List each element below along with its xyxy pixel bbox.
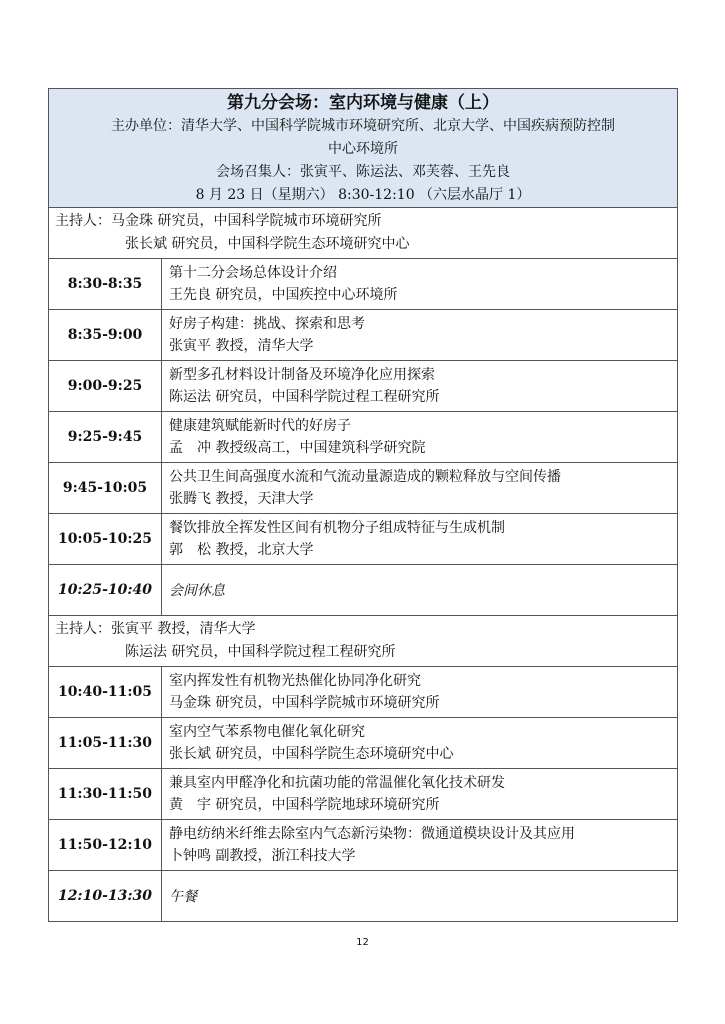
talk-title: 餐饮排放全挥发性区间有机物分子组成特征与生成机制 bbox=[169, 520, 505, 536]
talk-time: 10:05-10:25 bbox=[49, 514, 162, 565]
break-row bbox=[49, 565, 678, 616]
talk-info bbox=[162, 718, 678, 769]
talk-info bbox=[162, 412, 678, 463]
talk-title: 新型多孔材料设计制备及环境净化应用探索 bbox=[169, 367, 435, 383]
talk-time: 9:00-9:25 bbox=[49, 361, 162, 412]
page-number: 12 bbox=[356, 937, 369, 948]
host-line-1: 主持人：马金珠 研究员，中国科学院城市环境研究所 bbox=[55, 213, 382, 229]
talk-speaker: 张寅平 教授，清华大学 bbox=[169, 338, 314, 354]
session-header bbox=[49, 89, 678, 208]
break-time: 12:10-13:30 bbox=[49, 871, 162, 922]
talk-info bbox=[162, 820, 678, 871]
talk-info bbox=[162, 667, 678, 718]
talk-time: 10:40-11:05 bbox=[49, 667, 162, 718]
session1-hosts bbox=[49, 208, 678, 259]
host-line-2: 陈运法 研究员，中国科学院过程工程研究所 bbox=[125, 644, 396, 660]
talk-row bbox=[49, 769, 678, 820]
break-time: 10:25-10:40 bbox=[49, 565, 162, 616]
talk-info bbox=[162, 769, 678, 820]
talk-time: 11:30-11:50 bbox=[49, 769, 162, 820]
organizers-line-1: 主办单位：清华大学、中国科学院城市环境研究所、北京大学、中国疾病预防控制 bbox=[111, 118, 615, 134]
talk-row bbox=[49, 667, 678, 718]
talk-speaker: 黄 宇 研究员，中国科学院地球环境研究所 bbox=[169, 797, 440, 813]
session2-hosts bbox=[49, 616, 678, 667]
talk-row bbox=[49, 718, 678, 769]
talk-row bbox=[49, 514, 678, 565]
talk-title: 公共卫生间高强度水流和气流动量源造成的颗粒释放与空间传播 bbox=[169, 469, 561, 485]
talk-info bbox=[162, 310, 678, 361]
talk-info bbox=[162, 361, 678, 412]
talk-title: 健康建筑赋能新时代的好房子 bbox=[169, 418, 351, 434]
talk-speaker: 孟 冲 教授级高工，中国建筑科学研究院 bbox=[169, 440, 426, 456]
talk-title: 第十二分会场总体设计介绍 bbox=[169, 265, 337, 281]
talk-speaker: 马金珠 研究员，中国科学院城市环境研究所 bbox=[169, 695, 440, 711]
talk-speaker: 郭 松 教授，北京大学 bbox=[169, 542, 314, 558]
talk-row bbox=[49, 361, 678, 412]
talk-speaker: 王先良 研究员，中国疾控中心环境所 bbox=[169, 287, 398, 303]
session-title: 第九分会场：室内环境与健康（上） bbox=[227, 93, 499, 113]
talk-time: 9:25-9:45 bbox=[49, 412, 162, 463]
talk-speaker: 张长斌 研究员，中国科学院生态环境研究中心 bbox=[169, 746, 454, 762]
talk-time: 11:50-12:10 bbox=[49, 820, 162, 871]
schedule-table bbox=[48, 88, 678, 922]
talk-row bbox=[49, 412, 678, 463]
talk-info bbox=[162, 463, 678, 514]
break-row bbox=[49, 871, 678, 922]
talk-time: 8:30-8:35 bbox=[49, 259, 162, 310]
talk-time: 11:05-11:30 bbox=[49, 718, 162, 769]
talk-title: 好房子构建：挑战、探索和思考 bbox=[169, 316, 365, 332]
host-line-1: 主持人：张寅平 教授，清华大学 bbox=[55, 621, 256, 637]
talk-title: 室内空气苯系物电催化氧化研究 bbox=[169, 724, 365, 740]
talk-info bbox=[162, 259, 678, 310]
talk-info bbox=[162, 514, 678, 565]
talk-time: 8:35-9:00 bbox=[49, 310, 162, 361]
session-datetime: 8 月 23 日（星期六） 8:30-12:10 （六层水晶厅 1） bbox=[195, 187, 531, 203]
host-line-2: 张长斌 研究员，中国科学院生态环境研究中心 bbox=[125, 236, 410, 252]
talk-title: 兼具室内甲醛净化和抗菌功能的常温催化氧化技术研发 bbox=[169, 775, 505, 791]
organizers-line-2: 中心环境所 bbox=[328, 141, 398, 157]
talk-title: 室内挥发性有机物光热催化协同净化研究 bbox=[169, 673, 421, 689]
break-label: 会间休息 bbox=[162, 565, 678, 616]
talk-row bbox=[49, 463, 678, 514]
talk-row bbox=[49, 820, 678, 871]
talk-speaker: 张腾飞 教授，天津大学 bbox=[169, 491, 314, 507]
break-label: 午餐 bbox=[162, 871, 678, 922]
talk-row bbox=[49, 310, 678, 361]
talk-row bbox=[49, 259, 678, 310]
talk-time: 9:45-10:05 bbox=[49, 463, 162, 514]
conveners: 会场召集人：张寅平、陈运法、邓芙蓉、王先良 bbox=[216, 164, 510, 180]
talk-title: 静电纺纳米纤维去除室内气态新污染物：微通道模块设计及其应用 bbox=[169, 826, 575, 842]
talk-speaker: 卜钟鸣 副教授，浙江科技大学 bbox=[169, 848, 356, 864]
talk-speaker: 陈运法 研究员，中国科学院过程工程研究所 bbox=[169, 389, 440, 405]
